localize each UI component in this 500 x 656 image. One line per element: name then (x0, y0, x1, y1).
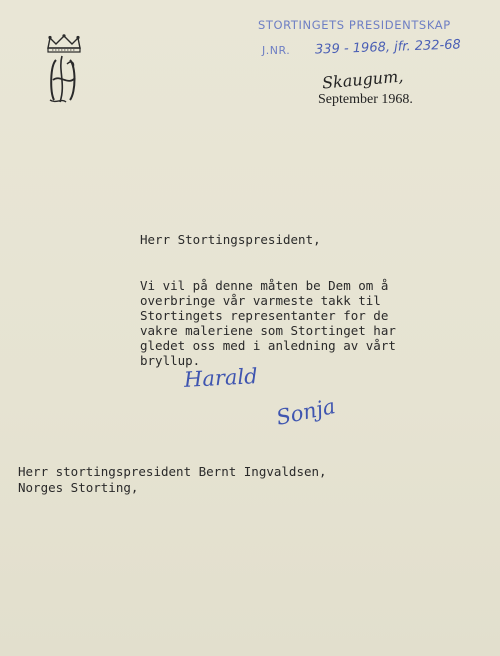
signature-harald: Harald (183, 364, 259, 392)
letter-body-line: bryllup. (140, 353, 201, 368)
letter-body-line: gledet oss med i anledning av vårt (140, 338, 396, 353)
recipient-line: Norges Storting, (18, 480, 139, 495)
letter-body-line: Stortingets representanter for de (140, 308, 389, 323)
stamp-reference-number: 339 - 1968, jfr. 232-68 (314, 37, 461, 58)
letter-greeting: Herr Stortingspresident, (140, 232, 321, 247)
letter-place: Skaugum, (321, 66, 404, 93)
letter-body-line: Vi vil på denne måten be Dem om å (140, 278, 389, 293)
crowned-monogram-icon (40, 34, 88, 106)
letter-body-line: overbringe vår varmeste takk til (140, 293, 381, 308)
signature-sonja: Sonja (274, 394, 338, 430)
recipient-line: Herr stortingspresident Bernt Ingvaldsen, (18, 464, 327, 479)
received-stamp-title: STORTINGETS PRESIDENTSKAP (258, 18, 451, 32)
letter-date: September 1968. (318, 92, 413, 107)
letter-body-line: vakre maleriene som Stortinget har (140, 323, 396, 338)
stamp-journal-label: J.NR. (262, 44, 291, 57)
